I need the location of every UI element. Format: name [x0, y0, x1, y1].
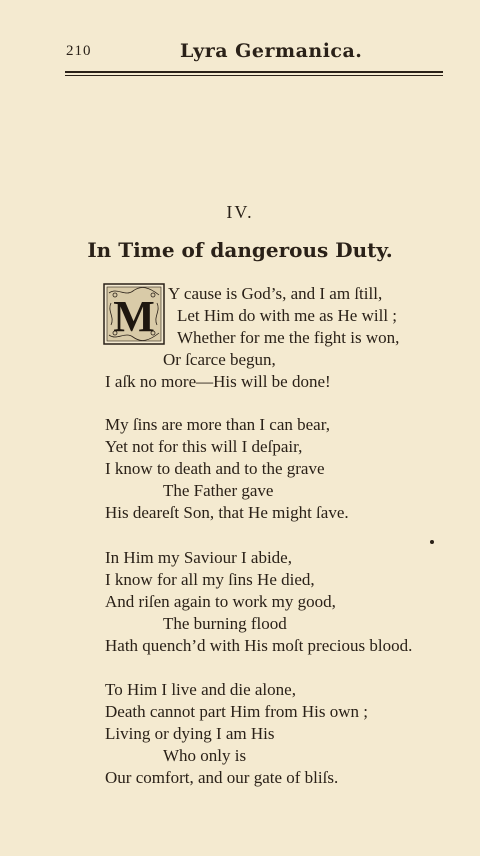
stanza-3-line-3: And riſen again to work my good,: [105, 592, 336, 611]
poem-title: In Time of dangerous Duty.: [87, 238, 393, 262]
stanza-2-line-1: My ſins are more than I can bear,: [105, 415, 330, 434]
stanza-1-line-1: Y cause is God’s, and I am ſtill,: [168, 284, 383, 303]
stanza-4-line-4: Who only is: [163, 746, 247, 765]
stanza-4-line-2: Death cannot part Him from His own ;: [105, 702, 368, 721]
svg-text:M: M: [113, 292, 155, 341]
stanza-2-line-4: The Father gave: [163, 481, 274, 500]
stanza-4-line-3: Living or dying I am His: [105, 724, 275, 743]
stanza-1-line-3: Whether for me the fight is won,: [177, 328, 400, 347]
running-title: Lyra Germanica.: [180, 40, 363, 62]
stanza-3-line-5: Hath quench’d with His moſt precious blood.: [105, 636, 413, 655]
page-number: 210: [66, 43, 92, 59]
stanza-2-line-3: I know to death and to the grave: [105, 459, 325, 478]
dropcap-m-ornament: [103, 283, 165, 345]
header-rule-thin: [65, 75, 443, 76]
stanza-2-line-2: Yet not for this will I deſpair,: [105, 437, 303, 456]
header-rule-thick: [65, 71, 443, 73]
stanza-1-line-2: Let Him do with me as He will ;: [177, 306, 398, 325]
stanza-1-line-5: I aſk no more—His will be done!: [105, 372, 331, 391]
stanza-3-line-4: The burning flood: [163, 614, 287, 633]
stanza-4-line-5: Our comfort, and our gate of bliſs.: [105, 768, 339, 787]
stanza-1-line-4: Or ſcarce begun,: [163, 350, 276, 369]
stanza-4-line-1: To Him I live and die alone,: [105, 680, 296, 699]
stanza-3-line-1: In Him my Saviour I abide,: [105, 548, 292, 567]
poem-number: IV.: [226, 202, 254, 222]
stanza-2-line-5: His deareſt Son, that He might ſave.: [105, 503, 349, 522]
stanza-3-line-2: I know for all my ſins He died,: [105, 570, 315, 589]
ink-speck: [430, 540, 434, 544]
